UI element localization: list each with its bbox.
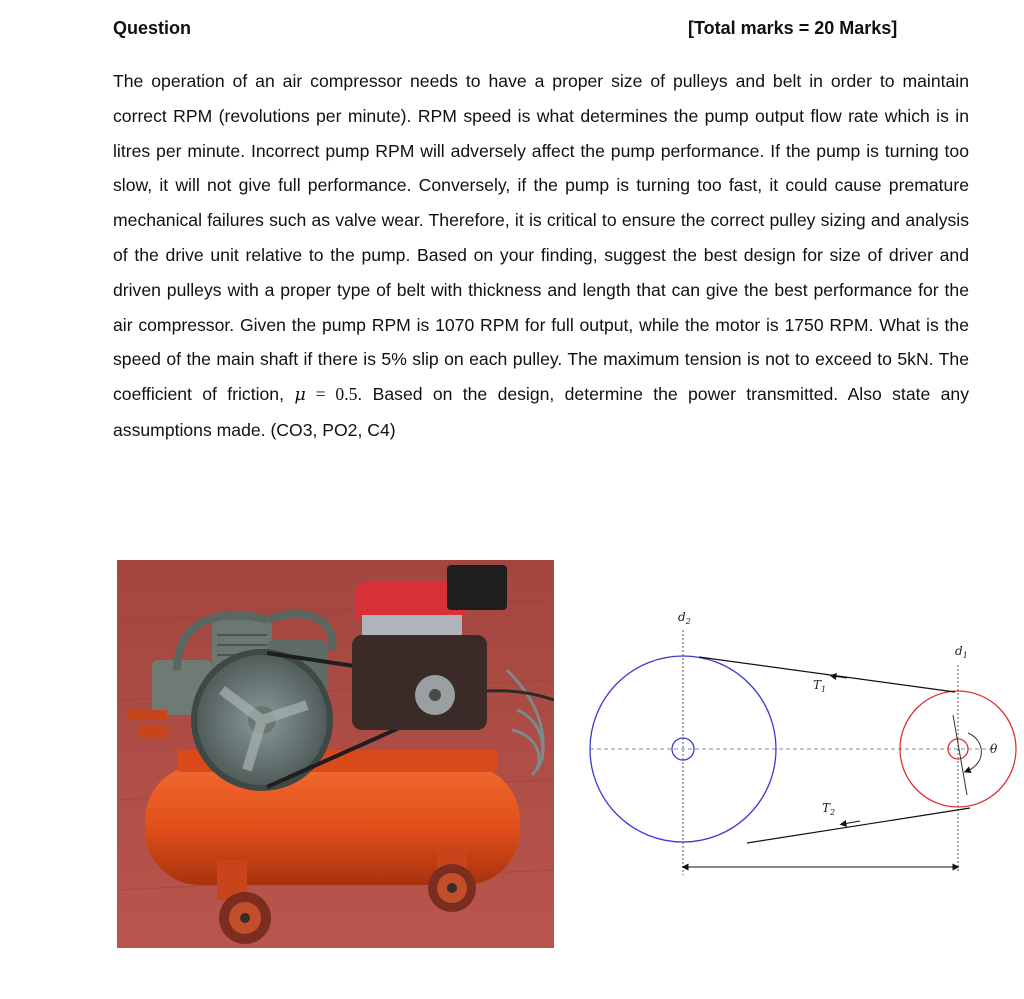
belt-slack-side [747, 808, 970, 843]
d2-label: $d_2$ [678, 610, 691, 626]
question-heading: Question [113, 18, 192, 38]
theta-label: θ [990, 742, 998, 756]
t2-label: $T_2$ [822, 801, 836, 817]
total-marks: [Total marks = 20 Marks] [688, 18, 898, 38]
question-paragraph [113, 64, 969, 448]
mu-value: 0.5 [335, 384, 358, 405]
angle-line [953, 715, 967, 795]
question-text-part2: . Based on the design, determine the power transmitted. Also state any assumptions made. (CO3, PO2, C4) [113, 384, 969, 440]
t1-label: $T_1$ [813, 678, 827, 694]
belt-tight-side [699, 657, 955, 692]
theta-arc [967, 733, 981, 771]
air-compressor-photo [117, 560, 554, 948]
d1-label: $d_1$ [955, 644, 968, 660]
mu-symbol: μ [294, 385, 306, 406]
t2-arrow [843, 821, 860, 824]
question-text-part1: The operation of an air compressor needs to have a proper size of pulleys and belt in order to maintain correct RPM (revolutions per minute). RPM speed is what determines the pump output flow rate which is in litres per minute. Incorrect pump RPM will adversely affect the pump performance. If the pump is turning too slow, it will not give full performance. Conversely, if the pump is turning too fast, it could cause premature mechanical failures such as valve wear. Therefore, it is critical to ensure the correct pulley sizing and analysis of the drive unit relative to the pump. Based on your finding, suggest the best design for size of driver and driven pulleys with a proper type of belt with thickness and length that can give the best performance for the air compressor. Given the pump RPM is 1070 RPM for full output, while the motor is 1750 RPM. What is the speed of the main shaft if there is 5% slip on each pulley. The maximum tension is not to exceed to 5kN. The coefficient of friction, [113, 71, 969, 405]
belt-drive-svg [585, 605, 1024, 895]
mu-equals: = [305, 384, 336, 405]
belt-drive-diagram [585, 605, 1024, 895]
air-compressor-illustration [117, 560, 554, 948]
